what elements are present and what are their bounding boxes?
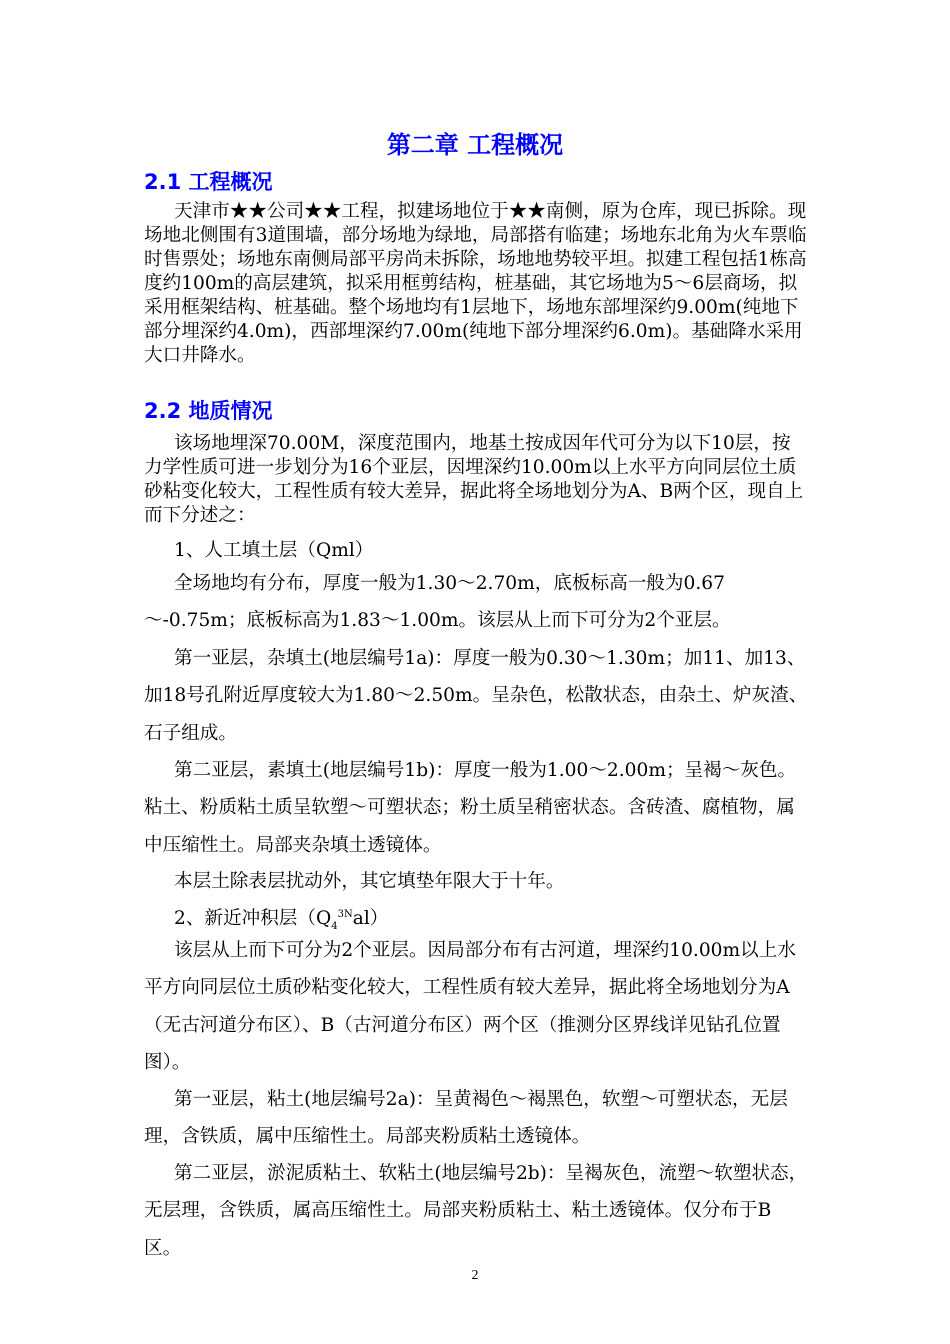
- layer-2-superscript: 3N: [337, 909, 353, 920]
- page-number: 2: [471, 1268, 479, 1283]
- paragraph-sublayer-1a: [144, 640, 808, 752]
- paragraph-text: 天津市★★公司★★工程，拟建场地位于★★南侧，原为仓库，现已拆除。现场地北侧围有3道围墙，部分场地为绿地，局部搭有临建；场地东北角为火车票临时售票处；场地东南侧局部平房尚未拆除，场地地势较平坦。拟建工程包括1栋高度约100m的高层建筑，拟采用框剪结构，桩基础，其它场地为5～6层商场，拟采用框架结构、桩基础。整个场地均有1层地下，场地东部埋深约9.00m(纯地下部分埋深约4.0m)，西部埋深约7.00m(纯地下部分埋深约6.0m)。基础降水采用大口井降水。: [144, 201, 807, 366]
- paragraph-geology-intro: [144, 432, 808, 528]
- layer-2-suffix: al）: [352, 908, 389, 930]
- paragraph-sublayer-2a: [144, 1081, 808, 1156]
- layer-2-subscript: 4: [331, 920, 338, 932]
- paragraph-text: 第二亚层，淤泥质粘土、软粘土(地层编号2b)：呈褐灰色，流塑～软塑状态，无层理，含铁质，属高压缩性土。局部夹粉质粘土、粘土透镜体。仅分布于B区。: [144, 1163, 808, 1259]
- paragraph-fill-age: [144, 863, 808, 900]
- paragraph-layer-2-overview: [144, 932, 808, 1082]
- paragraph-text: 该场地埋深70.00M，深度范围内，地基土按成因年代可分为以下10层，按力学性质可进一步划分为16个亚层，因埋深约10.00m以上水平方向同层位土质砂粘变化较大，工程性质有较大差异，据此将全场地划分为A、B两个区，现自上而下分述之：: [144, 433, 804, 526]
- paragraph-layer-1-distribution: [144, 565, 808, 640]
- paragraph-text: 该层从上而下可分为2个亚层。因局部分布有古河道，埋深约10.00m以上水平方向同层位土质砂粘变化较大，工程性质有较大差异，据此将全场地划分为A（无古河道分布区）、B（古河道分布区）两个区（推测分区界线详见钻孔位置图）。: [144, 940, 796, 1074]
- layer-2-prefix: 2、新近冲积层（Q: [174, 908, 332, 930]
- paragraph-text: 第一亚层，杂填土(地层编号1a)：厚度一般为0.30～1.30m；加11、加13、加18号孔附近厚度较大为1.80～2.50m。呈杂色，松散状态，由杂土、炉灰渣、石子组成。: [144, 648, 808, 744]
- paragraph-text: 1、人工填土层（Qml）: [174, 540, 374, 561]
- paragraph-text: 第一亚层，粘土(地层编号2a)：呈黄褐色～褐黑色，软塑～可塑状态，无层理，含铁质，属中压缩性土。局部夹粉质粘土透镜体。: [144, 1089, 788, 1148]
- paragraph-text: 第二亚层，素填土(地层编号1b)：厚度一般为1.00～2.00m；呈褐～灰色。粘土、粉质粘土质呈软塑～可塑状态；粉土质呈稍密状态。含砖渣、腐植物，属中压缩性土。局部夹杂填土透镜体。: [144, 760, 797, 856]
- paragraph-sublayer-2b: [144, 1155, 808, 1267]
- paragraph-text: 全场地均有分布，厚度一般为1.30～2.70m，底板标高一般为0.67～-0.75m；底板标高为1.83～1.00m。该层从上而下可分为2个亚层。: [144, 573, 731, 632]
- layer-1-heading: [144, 539, 808, 563]
- chapter-title: 第二章 工程概况: [386, 131, 564, 159]
- section-heading-2-1: 2.1 工程概况: [144, 170, 273, 194]
- paragraph-project-overview: [144, 200, 808, 368]
- paragraph-sublayer-1b: [144, 752, 808, 864]
- paragraph-text: 本层土除表层扰动外，其它填垫年限大于十年。: [174, 871, 565, 892]
- section-heading-2-2: 2.2 地质情况: [144, 399, 273, 423]
